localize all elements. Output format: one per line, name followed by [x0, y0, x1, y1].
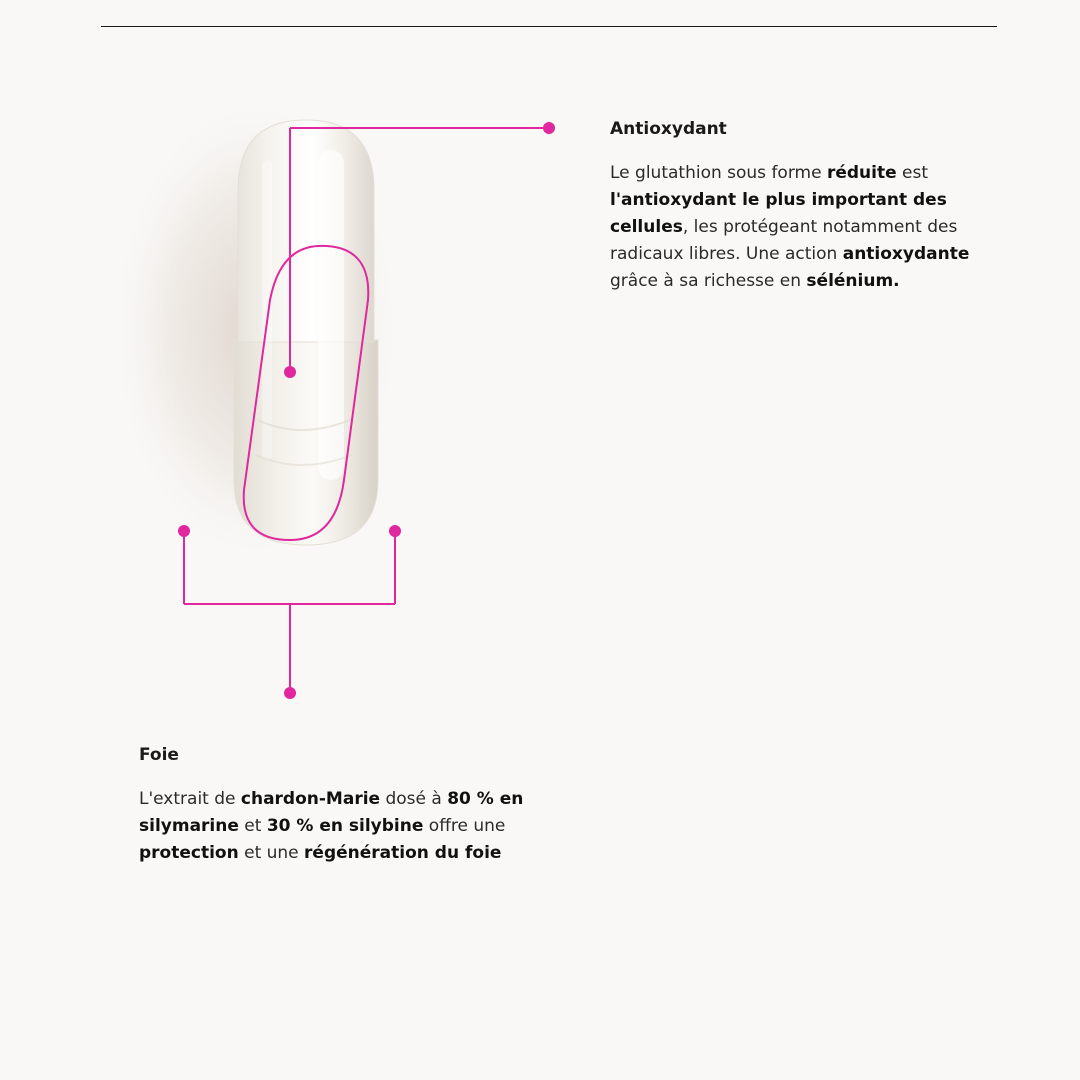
capsule-bottom	[234, 340, 378, 545]
text-run: réduite	[826, 163, 897, 183]
callout-antioxydant	[610, 118, 990, 295]
text-run: , les protégeant notamment des radicaux libres. Une action	[610, 217, 958, 264]
text-run: Le glutathion sous forme	[610, 163, 827, 183]
text-run: 30 % en silybine	[266, 816, 424, 836]
text-run: L'extrait de	[139, 789, 241, 809]
text-run: l'antioxydant le plus important des cellules	[610, 190, 947, 237]
text-run: dosé à	[380, 789, 448, 809]
text-run: antioxydante	[842, 244, 970, 264]
text-run: sélénium.	[806, 271, 900, 291]
text-run: protection	[139, 843, 239, 863]
text-run: offre une	[423, 816, 506, 836]
capsule-top	[238, 120, 374, 342]
text-run: régénération du foie	[304, 843, 502, 863]
text-run: grâce à sa richesse en	[610, 271, 807, 291]
text-run: est	[896, 163, 929, 183]
text-run: et une	[238, 843, 305, 863]
callout-foie	[139, 744, 539, 867]
callout-antioxydant-title: Antioxydant	[610, 119, 727, 139]
callout-antioxydant-body	[610, 160, 990, 295]
callout-foie-title: Foie	[139, 745, 179, 765]
callout-foie-body	[139, 786, 539, 867]
text-run: chardon-Marie	[240, 789, 381, 809]
text-run: 80 % en silymarine	[139, 789, 524, 836]
text-run: et	[238, 816, 267, 836]
